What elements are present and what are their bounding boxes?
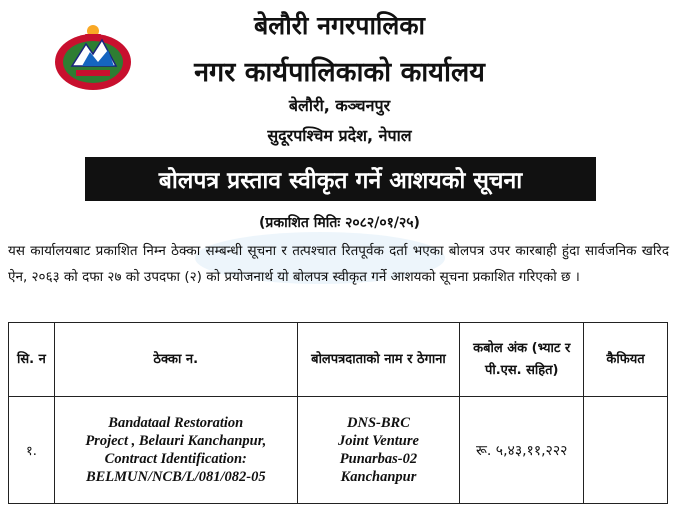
table-header-row bbox=[9, 323, 668, 397]
office-name: नगर कार्यपालिकाको कार्यालय bbox=[194, 57, 485, 88]
municipality-name: बेलौरी नगरपालिका bbox=[253, 11, 426, 40]
cell-sn: १. bbox=[9, 397, 55, 504]
province-country: सुदूरपश्चिम प्रदेश, नेपाल bbox=[267, 126, 412, 145]
cell-remarks bbox=[584, 397, 668, 504]
notice-body: यस कार्यालयबाट प्रकाशित निम्न ठेक्का सम्बन्धी सूचना र तत्पश्चात रितपूर्वक दर्ता भएका बोलपत्र उपर कारबाही हुंदा सार्वजनिक खरिद ऐन, २०६३ को दफा २७ को उपदफा (२) को प्रयोजनार्थ यो बोलपत्र स्वीकृत गर्ने आशयको सूचना प्रकाशित गरिएको छ । bbox=[8, 243, 669, 285]
header-bidder: बोलपत्रदाताको नाम र ठेगाना bbox=[297, 323, 460, 397]
table-row bbox=[9, 397, 668, 504]
cell-amount: रू. ५,४३,११,२२२ bbox=[460, 397, 584, 504]
published-date: (प्रकाशित मितिः २०८२/०१/२५) bbox=[259, 215, 420, 231]
cell-bidder: DNS-BRC Joint Venture Punarbas-02 Kanchanpur bbox=[297, 397, 460, 504]
bid-table bbox=[8, 322, 668, 504]
header-contract: ठेक्का न. bbox=[54, 323, 297, 397]
header-amount: कबोल अंक (भ्याट र पी.एस. सहित) bbox=[460, 323, 584, 397]
cell-contract: Bandataal Restoration Project , Belauri Kanchanpur, Contract Identification: BELMUN/NCB/L/081/082-05 bbox=[54, 397, 297, 504]
notice-title: बोलपत्र प्रस्ताव स्वीकृत गर्ने आशयको सूचना bbox=[85, 157, 596, 201]
header-remarks: कैफियत bbox=[584, 323, 668, 397]
header-sn: सि. न bbox=[9, 323, 55, 397]
office-location: बेलौरी, कञ्चनपुर bbox=[288, 96, 391, 115]
